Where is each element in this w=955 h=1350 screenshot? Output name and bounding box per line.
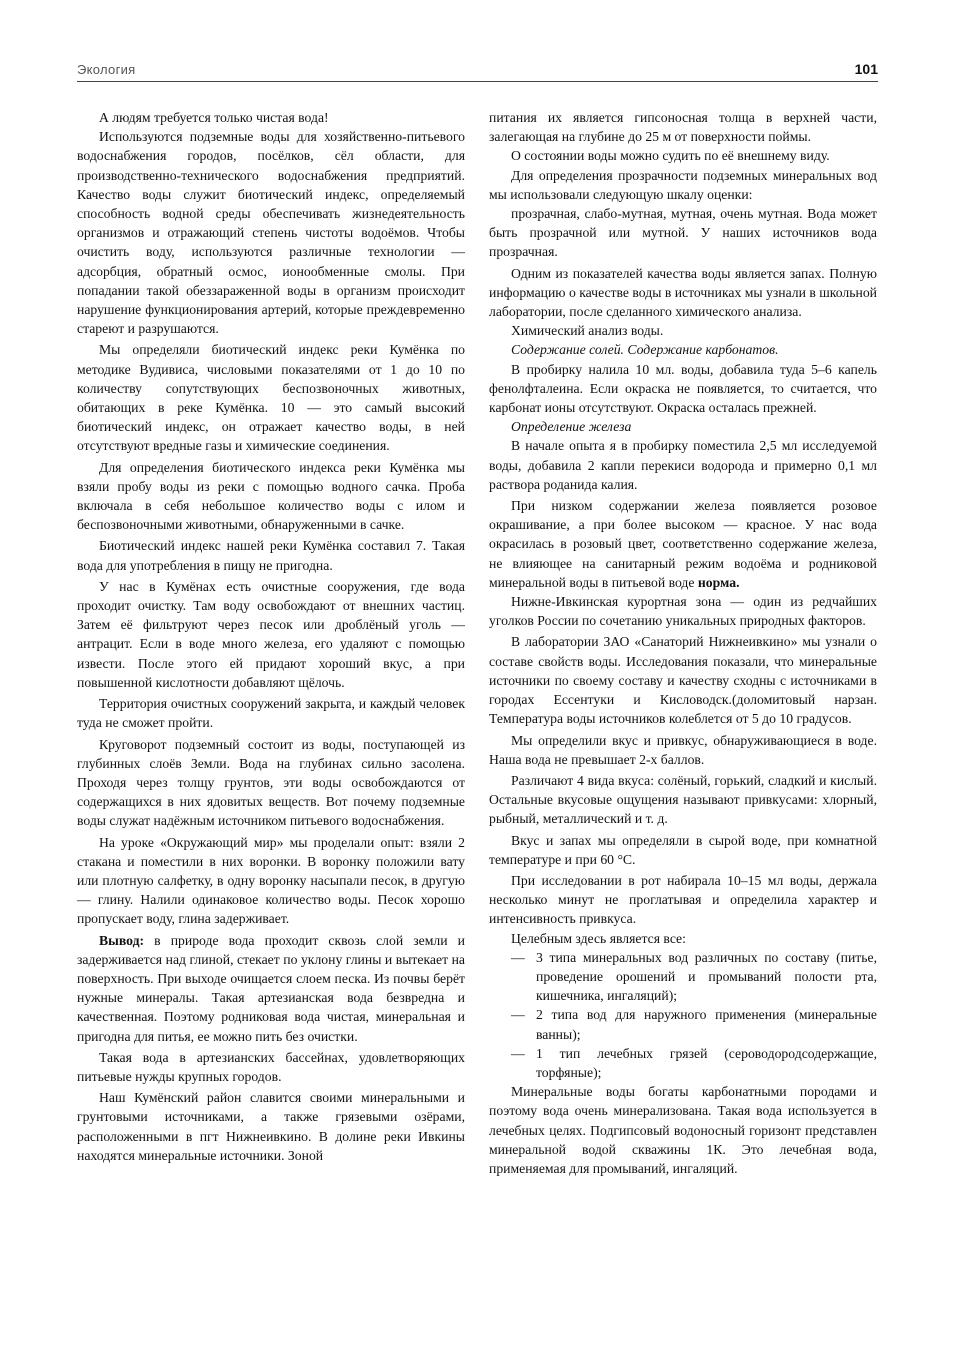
paragraph: Вкус и запах мы определяли в сырой воде, при комнатной температуре и при 60 °С. [489, 832, 877, 867]
paragraph: Биотический индекс нашей реки Кумёнка составил 7. Такая вода для употребления в пищу не пригодна. [77, 538, 465, 573]
paragraph: Различают 4 вида вкуса: солёный, горький, сладкий и кислый. Остальные вкусовые ощущения называют привкусами: хлорный, рыбный, металлический и т. д. [489, 772, 877, 827]
subheading [489, 417, 877, 436]
list-dash: — [511, 1045, 525, 1061]
paragraph: А людям требуется только чистая вода! [99, 110, 329, 125]
list-item [489, 1044, 877, 1082]
page-number: 101 [854, 61, 878, 77]
paragraph: Целебным здесь является все: [511, 930, 686, 946]
paragraph: Одним из показателей качества воды является запах. Полную информацию о качестве воды в источниках мы узнали в школьной лаборатории, после сделанного химического анализа. [489, 265, 877, 320]
paragraph: Минеральные воды богаты карбонатными породами и поэтому вода очень минерализована. Такая вода используется в лечебных целях. Подгипсовый водоносный горизонт представлен минеральной водой скважины 1К. Это лечебная вода, применяемая для промываний, ингаляций. [489, 1084, 877, 1176]
emphasis-text: норма. [697, 574, 740, 590]
list-item-text: 1 тип лечебных грязей (сероводородсодержащие, торфяные); [536, 1045, 877, 1080]
list-item [489, 1005, 877, 1043]
paragraph: питания их является гипсоносная толща в верхней части, залегающая на глубине до 25 м от поверхности поймы. [489, 110, 877, 145]
conclusion-label: Вывод: [99, 932, 145, 948]
paragraph: Такая вода в артезианских бассейнах, удовлетворяющих питьевые нужды крупных городов. [77, 1049, 465, 1084]
subheading [489, 340, 877, 359]
paragraph: В лаборатории ЗАО «Санаторий Нижнеивкино» мы узнали о составе свойств воды. Исследования показали, что минеральные источники по своему составу и качеству сходны с источниками в городах Ессентуки и Кисловодск.(доломитовый нарзан. Температура воды источников колеблется от 5 до 10 градусов. [489, 634, 877, 727]
left-column [77, 108, 465, 1165]
paragraph-text: При низком содержании железа появляется розовое окрашивание, а при более высоком — красное. У нас вода окрасилась в розовый цвет, соответственно содержание железа, не влияющее на санитарный режим водоёма и родниковой минеральной воды в питьевой воде [489, 498, 877, 590]
paragraph: Для определения прозрачности подземных минеральных вод мы использовали следующую шкалу оценки: [489, 167, 877, 202]
running-header-section: Экология [77, 62, 136, 77]
paragraph: В пробирку налила 10 мл. воды, добавила туда 5–6 капель фенолфталеина. Если окраска не появляется, то считается, что карбонат ионы отсутствуют. Окраска осталась прежней. [489, 361, 877, 416]
paragraph: Нижне-Ивкинская курортная зона — один из редчайших уголков России по сочетанию уникальных природных факторов. [489, 594, 877, 629]
paragraph: Мы определяли биотический индекс реки Кумёнка по методике Вудивиса, числовыми показателями от 1 до 10 по количеству сопутствующих беспозвоночных животных, обитающих в реке Кумёнка. 10 — это самый высокий биотический индекс, он отражает качество воды, в ней отсутствуют вредные газы и химические соединения. [77, 342, 465, 454]
paragraph: О состоянии воды можно судить по её внешнему виду. [511, 148, 830, 164]
paragraph: На уроке «Окружающий мир» мы проделали опыт: взяли 2 стакана и поместили в них воронки. В воронку положили вату или плотную салфетку, в одну воронку насыпали песок, в другую — глину. Налили одинаковое количество воды. Песок хорошо пропускает воду, глина задерживает. [77, 834, 465, 927]
list-dash: — [511, 1007, 525, 1023]
subheading-text: Определение железа [511, 419, 632, 435]
conclusion-paragraph [77, 931, 465, 1046]
paragraph [489, 496, 877, 592]
paragraph: Круговорот подземный состоит из воды, поступающей из глубинных слоёв Земли. Вода на глубинах сильно засолена. Проходя через толщу грунтов, эти воды освобождаются от содержащихся в них ядовитых веществ. Вот почему подземные воды служат надёжным источником питьевого водоснабжения. [77, 736, 465, 829]
paragraph: При исследовании в рот набирала 10–15 мл воды, держала несколько минут не проглатывая и определила характер и интенсивность привкуса. [489, 872, 877, 927]
paragraph: В начале опыта я в пробирку поместила 2,5 мл исследуемой воды, добавила 2 капли перекиси водорода и примерно 0,1 мл раствора роданида калия. [489, 438, 877, 492]
header-divider [77, 81, 878, 82]
conclusion-text: в природе вода проходит сквозь слой земли и задерживается над глиной, стекает по уклону глины и вытекает на поверхность. При выходе очищается слоем песка. Из почвы берёт нужные минералы. Такая артезианская вода безвредна и качественная. Поэтому родниковая вода чистая, минеральная и пригодна для питья, ее можно пить без очистки. [77, 932, 465, 1044]
paragraph: Мы определили вкус и привкус, обнаруживающиеся в воде. Наша вода не превышает 2-х баллов. [489, 732, 877, 767]
paragraph: Химический анализ воды. [511, 323, 664, 339]
paragraph: Наш Кумёнский район славится своими минеральными и грунтовыми источниками, а также грязевыми озёрами, расположенными в пгт Нижнеивкино. В долине реки Ивкины находятся минеральные источники. Зоной [77, 1090, 465, 1163]
paragraph: Для определения биотического индекса реки Кумёнка мы взяли пробу воды из реки с помощью водного сачка. Проба включала в себя небольшое количество воды с илом и беспозвоночными животными, обнаруженными в сачке. [77, 459, 465, 533]
list-item-text: 2 типа вод для наружного применения (минеральные ванны); [536, 1007, 877, 1042]
subheading-text: Содержание солей. Содержание карбонатов. [511, 342, 779, 358]
list-dash: — [511, 949, 525, 965]
paragraph: У нас в Кумёнах есть очистные сооружения, где вода проходит очистку. Там воду освобождают от внешних частиц. Затем её фильтруют через песок или дроблёный уголь — антрацит. Если в воде много железа, его удаляют с помощью извести. После этого ей придают хороший вкус, а при повышенной кислотности добавляют щёлочь. [77, 578, 465, 690]
list-item [489, 948, 877, 1006]
paragraph: прозрачная, слабо-мутная, мутная, очень мутная. Вода может быть прозрачной или мутной. У наших источников вода прозрачная. [489, 206, 877, 260]
paragraph: Используются подземные воды для хозяйственно-питьевого водоснабжения городов, посёлков, сёл области, для производственно-технического водоснабжения предприятий. Качество воды служит биотический индекс, определяемый способность водной среды обеспечивать жизнедеятельность организмов и отражающий степень чистоты водоёмов. Чтобы очистить воду, используются различные технологии — адсорбция, обратный осмос, ионообменные смолы. При попадании такой обеззараженной воды в организм происходит нарушение функционирования артерий, которые преждевременно стареют и разрушаются. [77, 129, 465, 337]
list-item-text: 3 типа минеральных вод различных по составу (питье, проведение орошений и промываний полости рта, кишечника, ингаляций); [536, 949, 877, 1004]
right-column [489, 108, 877, 1178]
paragraph: Территория очистных сооружений закрыта, и каждый человек туда не сможет пройти. [77, 696, 465, 731]
